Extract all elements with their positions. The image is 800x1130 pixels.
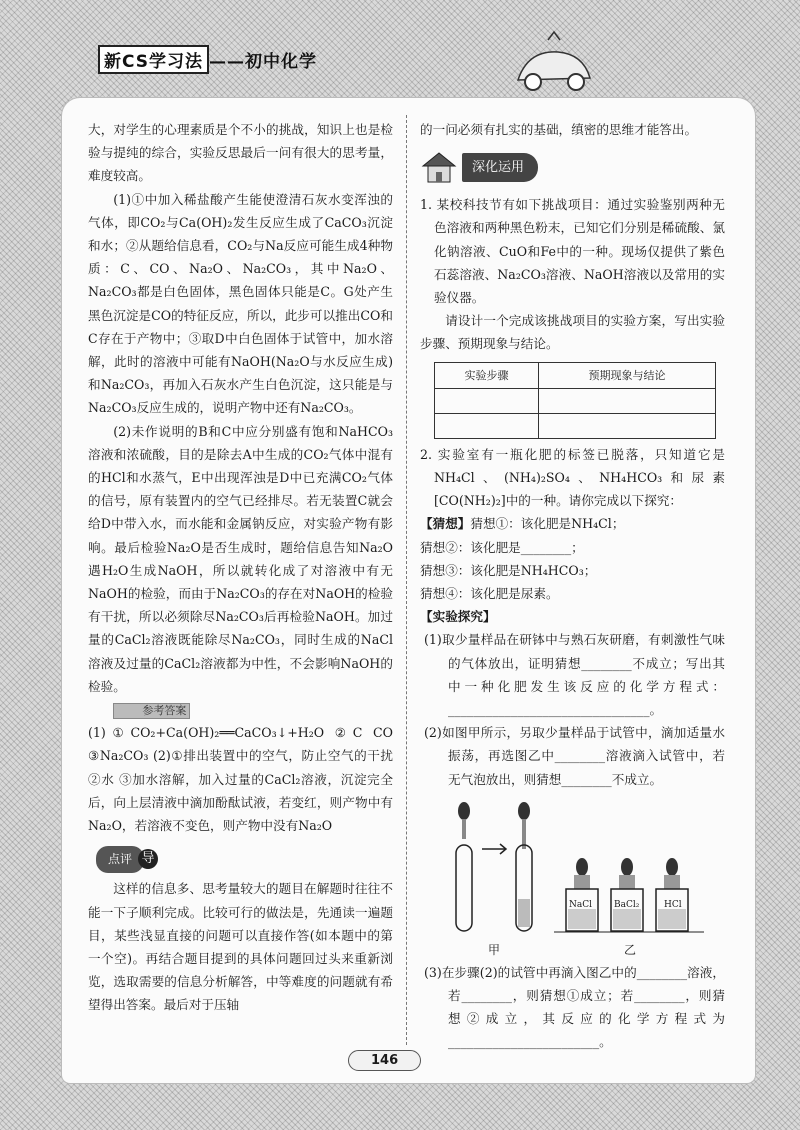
explore-tag: 【实验探究】 bbox=[420, 609, 496, 625]
figure-label-jia: 甲 bbox=[488, 942, 501, 957]
guess-tag: 【猜想】 bbox=[420, 516, 471, 532]
table-cell[interactable] bbox=[538, 388, 715, 413]
dropper-icon bbox=[458, 802, 470, 839]
right-column bbox=[420, 118, 725, 1054]
table-header: 实验步骤 bbox=[435, 362, 539, 388]
answer-tag: 参考答案 bbox=[113, 703, 190, 719]
left-column bbox=[88, 118, 393, 1017]
tip-mark-icon: 导 bbox=[138, 849, 158, 869]
step-1: (1)取少量样品在研钵中与熟石灰研磨，有刺激性气味的气体放出，证明猜想________不成立；写出其中一种化肥发生该反应的化学方程式：________________________________。 bbox=[424, 632, 725, 718]
tip-badge bbox=[96, 845, 393, 873]
paragraph: (1)①中加入稀盐酸产生能使澄清石灰水变浑浊的气体，即CO₂与Ca(OH)₂发生反应生成了CaCO₃沉淀和水；②从题给信息看，CO₂与Na反应可能生成4种物质：C、CO、Na₂O、Na₂CO₃，其中Na₂O、Na₂CO₃都是白色固体，黑色固体只能是C。G处产生黑色沉淀是CO的特征反应，所以，此步可以推出CO和C存在于产物中；③取D中白色固体于试管中，加水溶解，此时的溶液中可能有NaOH(Na₂O与水反应生成)和Na₂CO₃，再加入石灰水产生白色沉淀，这只能是与Na₂CO₃反应生成的，说明产物中还有Na₂CO₃。 bbox=[88, 191, 393, 416]
figure-label-yi: 乙 bbox=[624, 942, 637, 957]
guess-4: 猜想④：该化肥是尿素。 bbox=[420, 586, 559, 602]
apparatus-illustration bbox=[444, 799, 714, 939]
step-3: (3)在步骤(2)的试管中再滴入图乙中的________溶液，若________，则猜想①成立；若________，则猜想②成立，其反应的化学方程式为________________________。 bbox=[424, 964, 725, 1050]
paragraph: 的一问必须有扎实的基础，缜密的思维才能答出。 bbox=[420, 122, 698, 137]
answer-text: (1)①CO₂+Ca(OH)₂══CaCO₃↓+H₂O ②C CO ③Na₂CO₃ (2)①排出装置中的空气，防止空气的干扰 ②水 ③加水溶解，加入过量的CaCl₂溶液，沉淀完全后，向上层清液中滴加酚酞试液，若变红，则产物中有Na₂O，若溶液不变色，则产物中没有Na₂O bbox=[88, 725, 393, 834]
table-cell[interactable] bbox=[538, 413, 715, 438]
section-title: 深化运用 bbox=[462, 153, 538, 182]
paragraph: 这样的信息多、思考量较大的题目在解题时往往不能一下子顺利完成。比较可行的做法是，先通读一遍题目，某些浅显直接的问题可以直接作答(如本题中的第一个空)。再结合题目提到的具体问题回过头来重新浏览，选取需要的信息分析解答，中等难度的问题就有希望得出答案。最后对于压轴 bbox=[88, 881, 393, 1013]
paragraph: 大，对学生的心理素质是个不小的挑战，知识上也是检验与提纯的综合，实验反思最后一问有很大的思考量，难度较高。 bbox=[88, 122, 393, 184]
section-badge bbox=[420, 149, 725, 185]
house-icon bbox=[420, 150, 458, 184]
bottle-label: BaCl₂ bbox=[614, 899, 640, 910]
bottle-label: HCl bbox=[664, 899, 682, 910]
tip-label: 点评 bbox=[96, 846, 144, 873]
guess-3: 猜想③：该化肥是NH₄HCO₃； bbox=[420, 562, 597, 578]
car-illustration-icon bbox=[508, 30, 598, 100]
question-1: 1. 某校科技节有如下挑战项目：通过实验鉴别两种无色溶液和两种黑色粉末，已知它们分别是稀硫酸、氯化钠溶液、CuO和Fe中的一种。现场仅提供了紫色石蕊溶液、Na₂CO₃溶液、NaOH溶液以及常用的实验仪器。 bbox=[420, 197, 725, 306]
table-cell[interactable] bbox=[435, 388, 539, 413]
question-2: 2. 实验室有一瓶化肥的标签已脱落，只知道它是NH₄Cl、(NH₄)₂SO₄、NH₄HCO₃和尿素[CO(NH₂)₂]中的一种。请你完成以下探究： bbox=[420, 446, 725, 509]
guess-1: 【猜想】猜想①：该化肥是NH₄Cl； bbox=[420, 516, 625, 532]
arrow-icon bbox=[482, 844, 506, 854]
series-name: 新CS学习法 bbox=[98, 45, 209, 74]
page-number: 146 bbox=[348, 1050, 421, 1071]
series-subject: ——初中化学 bbox=[209, 51, 318, 72]
dropper-icon bbox=[518, 802, 530, 849]
table-cell[interactable] bbox=[435, 413, 539, 438]
question-1-task: 请设计一个完成该挑战项目的实验方案，写出实验步骤、预期现象与结论。 bbox=[420, 313, 725, 352]
paragraph: (2)未作说明的B和C中应分别盛有饱和NaHCO₃溶液和浓硫酸，目的是除去A中生成的CO₂气体中混有的HCl和水蒸气，E中出现浑浊是D中已充满CO₂气体的信号，原有装置内的空气已经排尽。若无装置C就会给D中带入水，而水能和金属钠反应，对实验产物有影响。最后检验Na₂O是否生成时，题给信息告知Na₂O遇H₂O生成NaOH，所以就转化成了对溶液中有无NaOH的检验，而由于Na₂CO₃的存在对NaOH的检验有干扰，所以必须除尽Na₂CO₃后再检验NaOH。加过量的CaCl₂溶液既能除尽Na₂CO₃，同时生成的NaCl溶液及过量的CaCl₂溶液都为中性，不会影响NaOH的检验。 bbox=[88, 423, 393, 694]
answer-paragraph bbox=[88, 698, 393, 837]
experiment-figure bbox=[444, 799, 714, 959]
test-tube-icon bbox=[456, 845, 472, 931]
step-2: (2)如图甲所示，另取少量样品于试管中，滴加适量水振荡，再选图乙中________溶液滴入试管中，若无气泡放出，则猜想________不成立。 bbox=[424, 725, 725, 787]
experiment-table bbox=[434, 362, 716, 439]
bottle-label: NaCl bbox=[569, 899, 593, 910]
table-header: 预期现象与结论 bbox=[538, 362, 715, 388]
column-divider bbox=[406, 115, 407, 1045]
guess-2: 猜想②：该化肥是________； bbox=[420, 539, 584, 555]
series-header bbox=[88, 44, 327, 74]
